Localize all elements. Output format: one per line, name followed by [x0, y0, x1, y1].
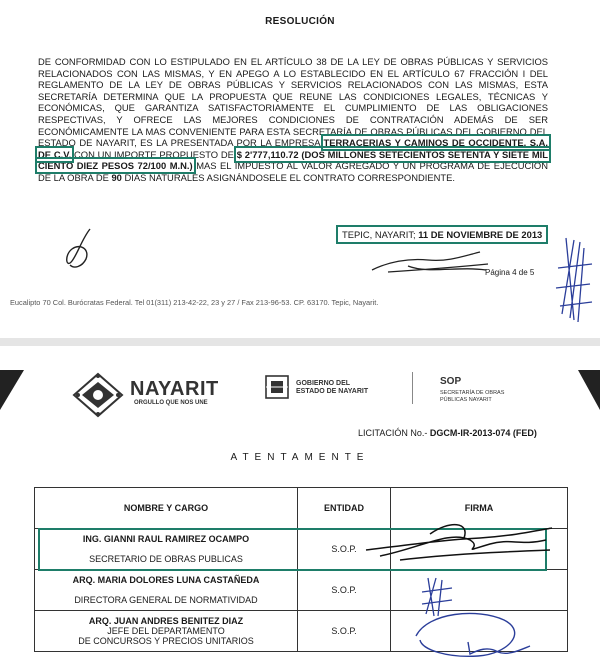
- government-text: [296, 380, 368, 396]
- date-month-year: NOVIEMBRE DE 2013: [443, 229, 543, 240]
- signer-name: ARQ. MARIA DOLORES LUNA CASTAÑEDA: [72, 575, 260, 585]
- gob-line-2: ESTADO DE NAYARIT: [296, 388, 369, 395]
- proposal-amount: $ 2'777,110.72 (DOS MILLONES SETECIENTOS SETENTA Y SIETE MIL CIENTO DIEZ PESOS 72/100 M.N.): [38, 148, 549, 172]
- body-text-3: MAS EL IMPUESTO AL VALOR AGREGADO Y UN PROGRAMA DE EJECUCIÓN DE LA OBRA DE: [38, 160, 548, 183]
- gob-line-1: GOBIERNO DEL: [296, 380, 351, 387]
- name-role-cell: [35, 611, 298, 652]
- sop-sub-line-2: PÚBLICAS NAYARIT: [440, 396, 492, 403]
- table-row: [35, 570, 568, 611]
- body-text-1: DE CONFORMIDAD CON LO ESTIPULADO EN EL ARTÍCULO 38 DE LA LEY DE OBRAS PÚBLICAS Y SERVICIOS RELACIONADOS CON LAS MISMAS, Y EN APEGO A LO ESTABLECIDO EN EL ARTÍCULO 67 FRACCIÓN I DEL REGLAMENTO DE LA LEY DE OBRAS PÚBLICAS Y SERVICIOS RELACIONADOS CON LAS MISMAS, ESTA SECRETARÍA DETERMINA QUE LA PROPUESTA QUE REUNE LAS CONDICIONES LEGALES, TÉCNICAS Y ECONÓMICAS, QUE GARANTIZA SATISFACTORIAMENTE EL CUMPLIMIENTO DE LAS OBLIGACIONES RESPECTIVAS, Y OFRECE LAS MEJORES CONDICIONES DE CONTRATACIÓN ADEMÁS DE SER ECONÓMICAMENTE LA MAS CONVENIENTE PARA ESTA SECRETARÍA DE OBRAS PÚBLICAS DEL GOBIERNO DEL ESTADO DE NAYARIT, ES LA PRESENTADA POR LA EMPRESA: [38, 56, 548, 149]
- execution-days: 90: [111, 171, 122, 183]
- left-corner-accent: [0, 370, 30, 410]
- signer-role: DIRECTORA GENERAL DE NORMATIVIDAD: [74, 595, 258, 605]
- tender-label: LICITACIÓN No.-: [358, 428, 428, 438]
- page-number: Página 4 de 5: [485, 268, 535, 277]
- resolution-title: RESOLUCIÓN: [265, 16, 335, 27]
- page-footer: Eucalipto 70 Col. Burócratas Federal. Tel 01(311) 213-42-22, 23 y 27 / Fax 213-96-53. CP. 63170. Tepic, Nayarit.: [10, 298, 379, 307]
- nayarit-emblem-icon: [72, 372, 124, 418]
- sop-logo-subtitle: [440, 390, 504, 403]
- date-signature: [368, 244, 498, 278]
- name-role-cell: [35, 570, 298, 611]
- date-day: 11 DE: [418, 229, 444, 240]
- coat-of-arms-icon: [262, 372, 292, 402]
- body-text-2: CON UN IMPORTE PROPUESTO DE: [71, 148, 237, 160]
- tender-id: DGCM-IR-2013-074 (FED): [429, 428, 537, 438]
- nayarit-logo-text: NAYARIT: [130, 378, 219, 400]
- signer-name: ARQ. JUAN ANDRES BENITEZ DIAZ: [88, 616, 244, 626]
- right-corner-accent: [570, 370, 600, 410]
- logo-divider: [412, 372, 413, 404]
- entity-cell: S.O.P.: [298, 570, 391, 611]
- sop-sub-line-1: SECRETARÍA DE OBRAS: [440, 390, 505, 396]
- initials-signature: [60, 225, 106, 273]
- department-head-signature: [408, 606, 538, 662]
- header-entity: ENTIDAD: [298, 488, 391, 529]
- entity-cell: S.O.P.: [298, 529, 391, 570]
- secretary-signature: [360, 510, 560, 570]
- nayarit-tagline: ORGULLO QUE NOS UNE: [134, 400, 208, 406]
- closing-atentamente: ATENTAMENTE: [230, 452, 370, 463]
- resolution-body: [38, 56, 548, 184]
- body-text-4: DÍAS NATURALES ASIGNÁNDOSELE EL CONTRATO CORRESPONDIENTE.: [121, 171, 455, 183]
- tender-number: [358, 428, 537, 438]
- company-name: TERRACERIAS Y CAMINOS DE OCCIDENTE, S.A. DE C.V.: [38, 137, 548, 160]
- sop-logo-title: SOP: [440, 376, 462, 387]
- signer-role-line-2: DE CONCURSOS Y PRECIOS UNITARIOS: [78, 636, 254, 646]
- entity-cell: S.O.P.: [298, 611, 391, 652]
- place: TEPIC, NAYARIT;: [342, 229, 419, 240]
- header-name-role: NOMBRE Y CARGO: [35, 488, 298, 529]
- blue-rubric: [552, 228, 598, 328]
- signer-name: ING. GIANNI RAUL RAMIREZ OCAMPO: [82, 534, 250, 544]
- place-date-box: [336, 225, 548, 244]
- signer-role: SECRETARIO DE OBRAS PUBLICAS: [89, 554, 243, 564]
- page-separator: [0, 338, 600, 346]
- signer-role-line-1: JEFE DEL DEPARTAMENTO: [107, 626, 225, 636]
- header-signature: FIRMA: [391, 488, 568, 529]
